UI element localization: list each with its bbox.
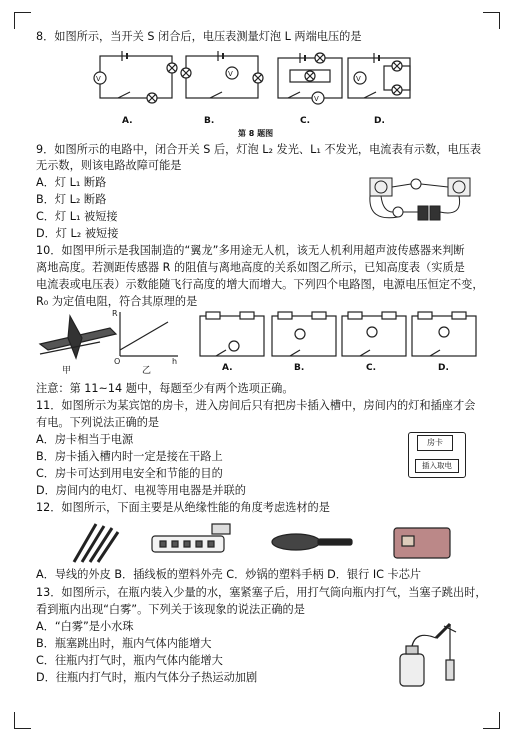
question-10-stem-4: R₀ 为定值电阻，符合其原理的是 — [36, 295, 198, 308]
q9-option-a: A．灯 L₁ 断路 — [36, 176, 107, 189]
crop-mark — [483, 12, 500, 29]
q13-bottle-pump-figure — [392, 620, 462, 692]
card-slot-label: 插入取电 — [415, 459, 459, 473]
q11-option-c: C．房卡可达到用电安全和节能的目的 — [36, 467, 223, 480]
q8-label-a: A. — [122, 116, 133, 126]
q8-caption: 第 8 题图 — [238, 129, 274, 138]
q13-option-d: D．往瓶内打气时，瓶内气体分子热运动加剧 — [36, 671, 258, 684]
question-9-stem: 9．如图所示的电路中，闭合开关 S 后，灯泡 L₂ 发光、L₁ 不发光，电流表有示数，电压表 — [36, 143, 482, 156]
q8-label-b: B. — [204, 116, 215, 126]
q11-option-d: D．房间内的电灯、电视等用电器是并联的 — [36, 484, 246, 497]
question-10-stem-3: 电流表或电压表）示数能随飞行高度的增大而增大。下列四个电路图，电源电压恒定不变， — [36, 278, 484, 291]
q13-option-c: C．往瓶内打气时，瓶内气体内能增大 — [36, 654, 223, 667]
question-8-stem: 8．如图所示，当开关 S 闭合后，电压表测量灯泡 L 两端电压的是 — [36, 30, 362, 43]
svg-text:V: V — [356, 75, 361, 83]
q10-label-b: B. — [294, 363, 305, 373]
q10-label-d: D. — [438, 363, 449, 373]
q10-figures — [0, 308, 513, 378]
multi-answer-note: 注意：第 11~14 题中，每题至少有两个选项正确。 — [36, 382, 294, 395]
crop-mark — [483, 712, 500, 729]
crop-mark — [14, 12, 31, 29]
q12-options: A．导线的外皮 B．插线板的塑料外壳 C．炒锅的塑料手柄 D．银行 IC 卡芯片 — [36, 568, 422, 581]
question-10-stem: 10．如图甲所示是我国制造的“翼龙”多用途无人机，该无人机利用超声波传感器来判断 — [36, 244, 465, 257]
q13-option-b: B．瓶塞跳出时，瓶内气体内能增大 — [36, 637, 212, 650]
svg-text:R: R — [112, 309, 118, 318]
svg-text:O: O — [114, 357, 121, 366]
svg-text:h: h — [172, 357, 178, 366]
q13-option-a: A．“白雾”是小水珠 — [36, 620, 134, 633]
q8-label-c: C. — [300, 116, 311, 126]
room-card-slot — [408, 432, 466, 478]
q10-label-jia: 甲 — [62, 366, 72, 376]
question-11-stem: 11．如图所示为某宾馆的房卡，进入房间后只有把房卡插入槽中，房间内的灯和插座才会 — [36, 399, 476, 412]
question-12-stem: 12．如图所示，下面主要是从绝缘性能的角度考虑选材的是 — [36, 501, 330, 514]
q11-option-b: B．房卡插入槽内时一定是接在干路上 — [36, 450, 223, 463]
q10-label-yi: 乙 — [142, 366, 152, 376]
q10-label-a: A. — [222, 363, 233, 373]
question-13-stem: 13．如图所示，在瓶内装入少量的水，塞紧塞子后，用打气筒向瓶内打气，当塞子跳出时， — [36, 586, 487, 599]
q9-circuit-figure — [368, 172, 478, 232]
q8-circuits — [0, 48, 513, 118]
question-9-stem-2: 无示数，则该电路故障可能是 — [36, 159, 182, 172]
circuit-a-wires — [100, 56, 172, 98]
svg-text:V: V — [314, 95, 319, 103]
q9-option-c: C．灯 L₁ 被短接 — [36, 210, 118, 223]
q8-label-d: D. — [374, 116, 385, 126]
question-11-stem-2: 有电。下列说法正确的是 — [36, 416, 160, 429]
q10-label-c: C. — [366, 363, 377, 373]
room-card: 房卡 — [417, 435, 453, 451]
q9-option-b: B．灯 L₂ 断路 — [36, 193, 107, 206]
svg-text:V: V — [96, 75, 101, 83]
question-10-stem-2: 离地高度。若测距传感器 R 的阻值与离地高度的关系如图乙所示，已知高度表（实质是 — [36, 261, 465, 274]
question-13-stem-2: 看到瓶内出现“白雾”。下列关于该现象的说法正确的是 — [36, 603, 305, 616]
q9-option-d: D．灯 L₂ 被短接 — [36, 227, 119, 240]
q11-option-a: A．房卡相当于电源 — [36, 433, 134, 446]
svg-text:V: V — [228, 70, 233, 78]
q12-photos — [0, 518, 513, 566]
crop-mark — [14, 712, 31, 729]
